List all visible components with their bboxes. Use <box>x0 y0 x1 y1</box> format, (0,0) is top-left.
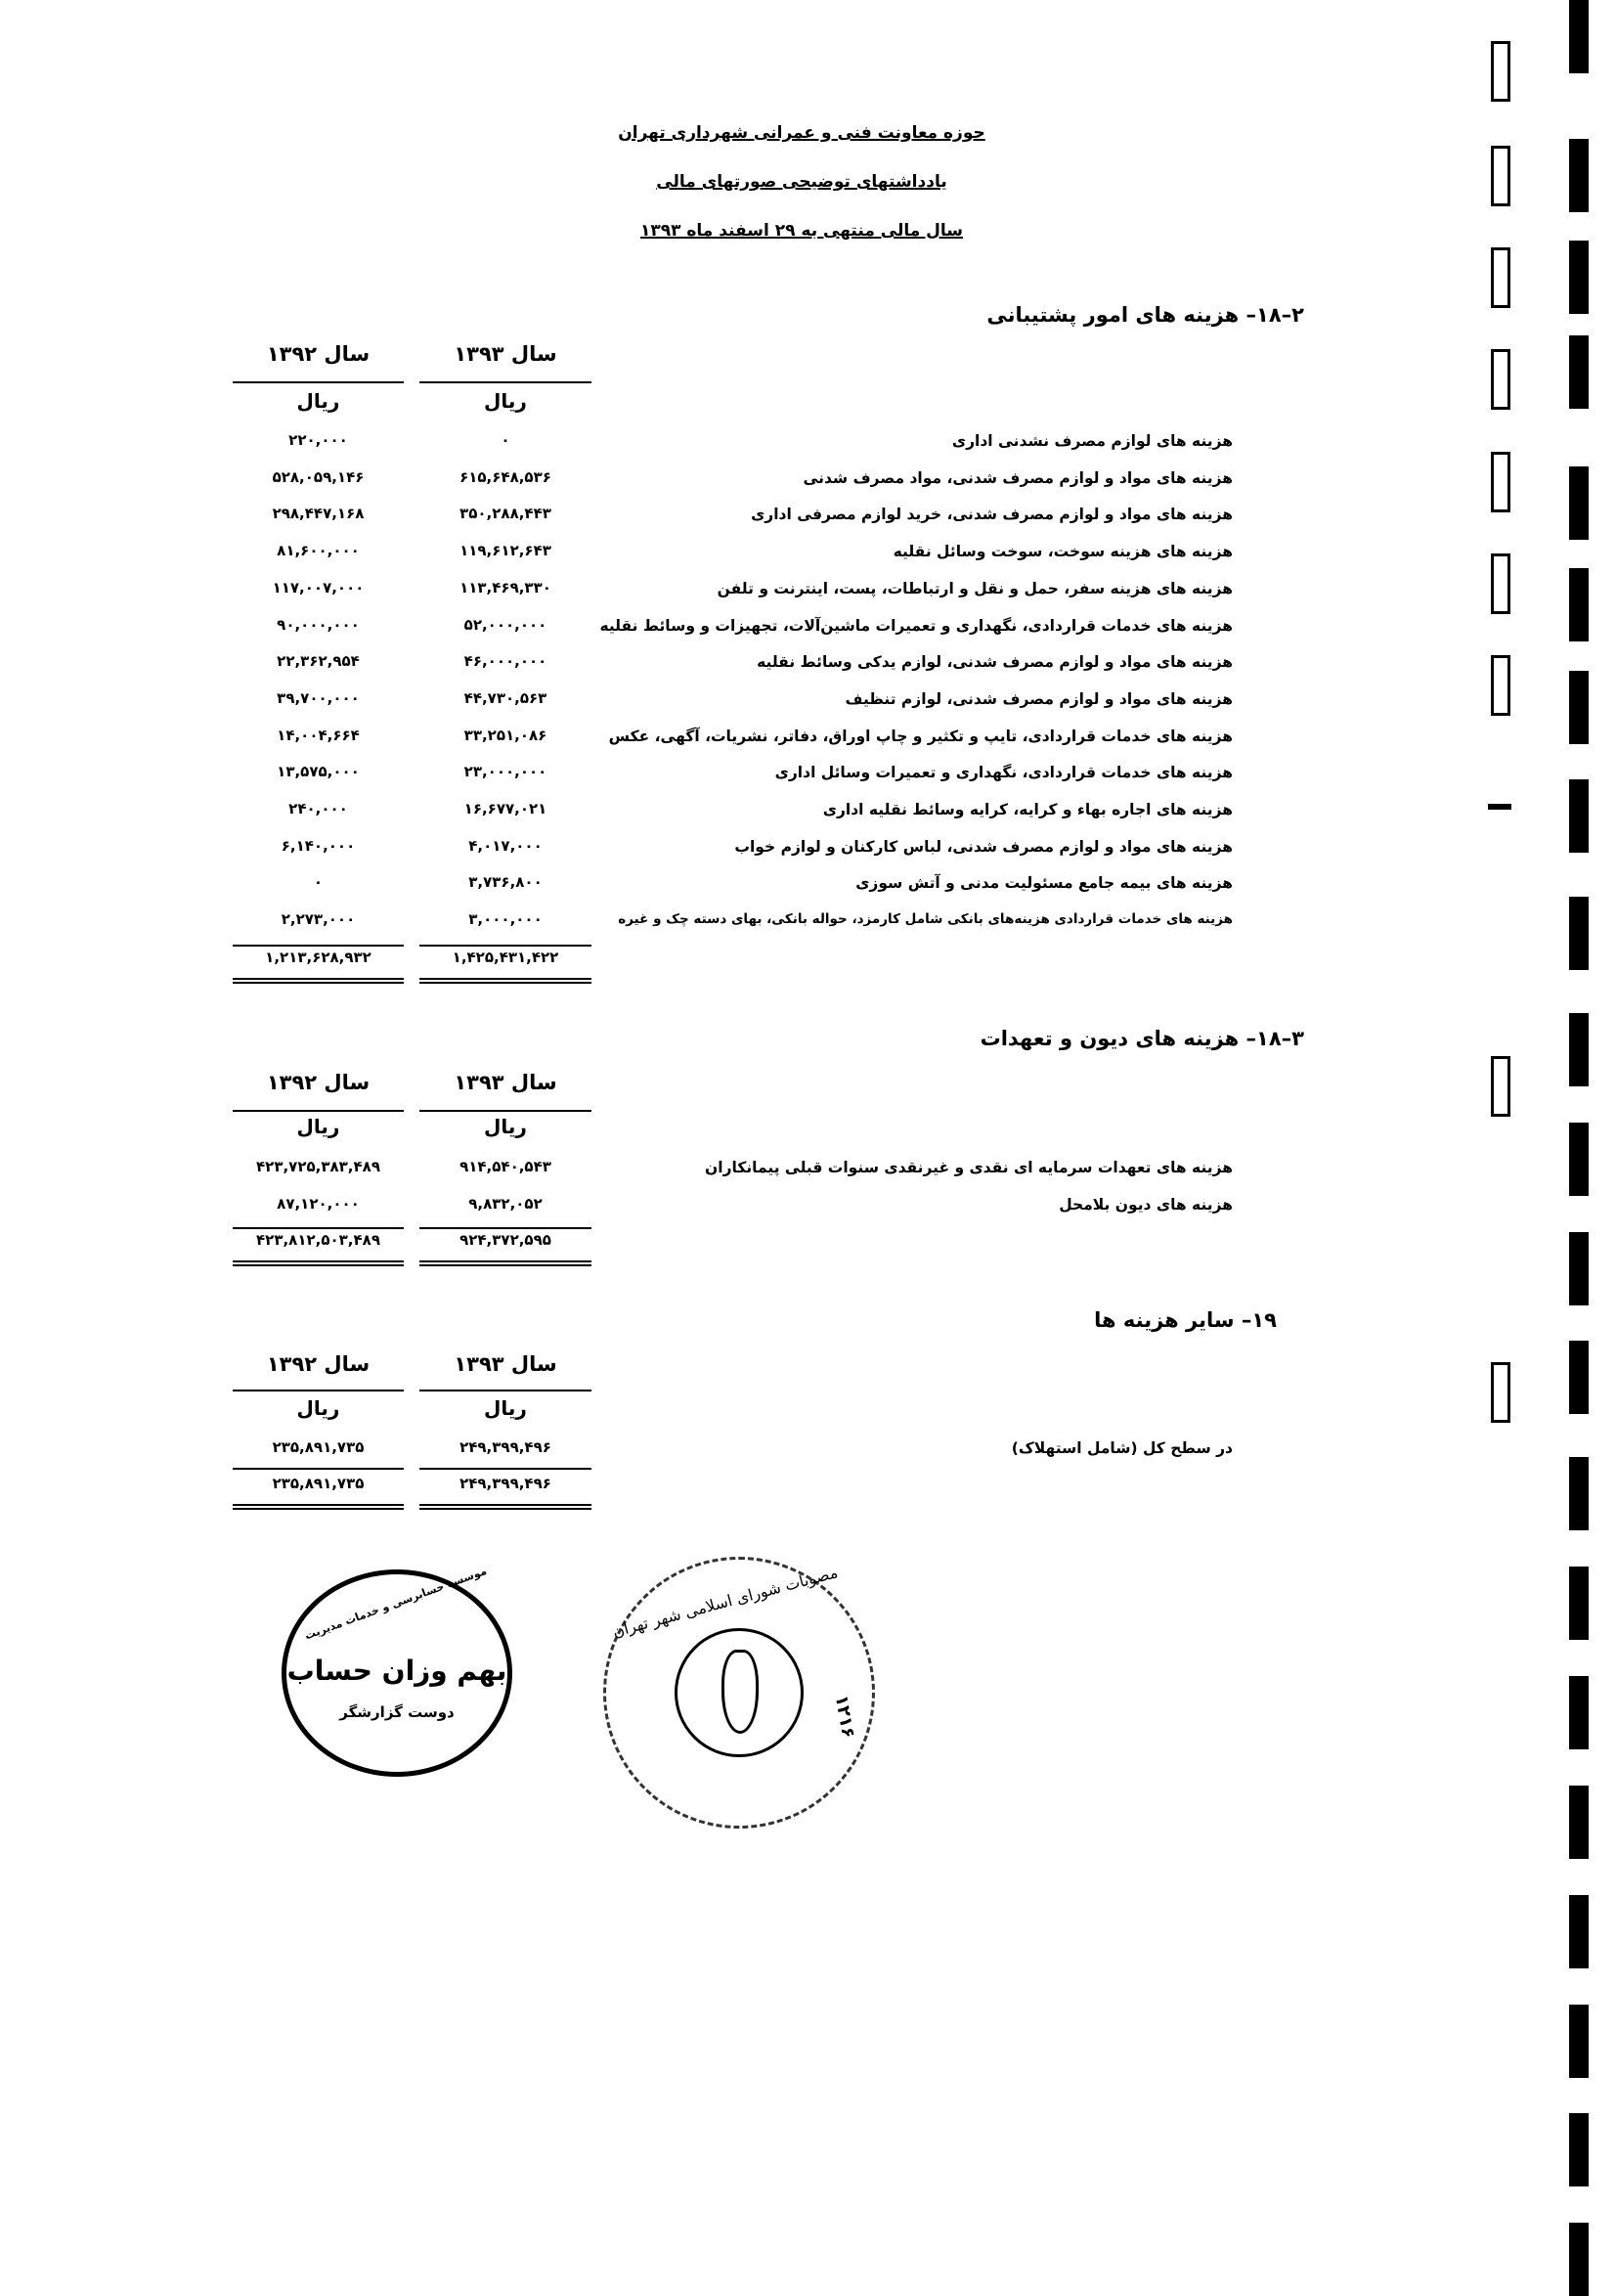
row-value-1393: ۳,۷۳۶,۸۰۰ <box>468 873 543 891</box>
council-stamp-ring-text: مصوبات شورای اسلامی شهر تهران <box>610 1563 840 1641</box>
unit-label-1393: ریال <box>484 1115 527 1138</box>
row-value-1393: ۳۵۰,۲۸۸,۴۴۳ <box>459 505 551 522</box>
unit-label-1393: ریال <box>484 1396 527 1420</box>
row-value-1392: ۸۷,۱۲۰,۰۰۰ <box>277 1195 360 1213</box>
row-value-1393: ۲۴۹,۳۹۹,۴۹۶ <box>459 1438 551 1456</box>
column-header-1392: سال ۱۳۹۲ <box>266 1071 371 1094</box>
binding-mark-icon <box>1488 804 1511 810</box>
row-value-1392: ۳۹,۷۰۰,۰۰۰ <box>277 689 360 707</box>
row-value-1392: ۸۱,۶۰۰,۰۰۰ <box>277 542 360 559</box>
row-label: در سطح کل (شامل استهلاک) <box>1011 1439 1233 1457</box>
binding-hole-icon <box>1491 247 1510 308</box>
binding-hole-icon <box>1491 41 1510 102</box>
unit-label-1392: ریال <box>296 1396 340 1420</box>
row-label: هزینه های بیمه جامع مسئولیت مدنی و آتش سوزی <box>855 874 1233 892</box>
row-value-1392: ۱۱۷,۰۰۷,۰۰۰ <box>272 579 365 596</box>
unit-label-1392: ریال <box>296 1115 340 1138</box>
binding-hole-icon <box>1491 452 1510 512</box>
row-value-1393: ۵۲,۰۰۰,۰۰۰ <box>463 616 547 634</box>
header-rule <box>419 1390 591 1391</box>
total-1393: ۲۴۹,۳۹۹,۴۹۶ <box>459 1475 551 1492</box>
binding-bar-icon <box>1569 1457 1589 1530</box>
auditor-stamp-sub: دوست گزارشگر <box>339 1703 455 1721</box>
row-label: هزینه های دیون بلامحل <box>1059 1196 1233 1214</box>
row-value-1392: ۶,۱۴۰,۰۰۰ <box>281 837 356 855</box>
total-rule <box>419 945 591 947</box>
total-rule <box>419 1468 591 1470</box>
binding-hole-icon <box>1491 1056 1510 1117</box>
total-1392: ۱,۲۱۳,۶۲۸,۹۳۲ <box>265 949 371 966</box>
auditor-stamp <box>282 1564 512 1777</box>
row-value-1393: ۳,۰۰۰,۰۰۰ <box>468 910 543 928</box>
row-label: هزینه های لوازم مصرف نشدنی اداری <box>951 432 1233 450</box>
row-value-1392: ۰ <box>313 873 324 891</box>
row-label: هزینه های مواد و لوازم مصرف شدنی، لوازم تنظیف <box>845 690 1233 708</box>
binding-bar-icon <box>1569 1341 1589 1414</box>
total-1393: ۱,۴۲۵,۴۳۱,۴۲۲ <box>452 949 559 966</box>
council-stamp-number: ۱۲۱۶ <box>830 1694 859 1740</box>
double-underline <box>419 1504 591 1510</box>
header-rule <box>233 1110 404 1112</box>
double-underline <box>419 1260 591 1266</box>
section-heading: ۱۹– سایر هزینه ها <box>1094 1308 1277 1332</box>
total-1392: ۲۳۵,۸۹۱,۷۳۵ <box>272 1475 365 1492</box>
binding-bar-icon <box>1569 1786 1589 1859</box>
total-1392: ۴۲۳,۸۱۲,۵۰۳,۴۸۹ <box>256 1231 380 1249</box>
row-value-1392: ۲۴۰,۰۰۰ <box>288 800 348 817</box>
row-value-1393: ۳۳,۲۵۱,۰۸۶ <box>463 727 547 744</box>
header-rule <box>419 1110 591 1112</box>
row-label: هزینه های مواد و لوازم مصرف شدنی، مواد مصرف شدنی <box>803 469 1233 487</box>
row-value-1392: ۲۳۵,۸۹۱,۷۳۵ <box>272 1438 365 1456</box>
double-underline <box>233 1504 404 1510</box>
binding-hole-icon <box>1491 1362 1510 1423</box>
row-value-1392: ۱۳,۵۷۵,۰۰۰ <box>277 763 360 780</box>
row-value-1393: ۶۱۵,۶۴۸,۵۳۶ <box>459 468 551 486</box>
unit-label-1392: ریال <box>296 389 340 413</box>
total-rule <box>419 1227 591 1229</box>
row-label: هزینه های هزینه سوخت، سوخت وسائل نقلیه <box>893 543 1233 560</box>
doc-title: یادداشتهای توضیحی صورتهای مالی <box>656 172 947 192</box>
header-rule <box>419 381 591 383</box>
row-value-1392: ۲۹۸,۴۴۷,۱۶۸ <box>272 505 365 522</box>
binding-bar-icon <box>1569 1567 1589 1640</box>
column-header-1392: سال ۱۳۹۲ <box>266 342 371 366</box>
row-value-1393: ۴۶,۰۰۰,۰۰۰ <box>463 652 547 670</box>
auditor-stamp-name: بهم وزان حساب <box>286 1655 507 1687</box>
row-value-1393: ۱۱۹,۶۱۲,۶۴۳ <box>459 542 551 559</box>
row-value-1392: ۹۰,۰۰۰,۰۰۰ <box>277 616 360 634</box>
column-header-1393: سال ۱۳۹۳ <box>454 342 557 366</box>
binding-hole-icon <box>1491 553 1510 614</box>
row-value-1393: ۱۶,۶۷۷,۰۲۱ <box>463 800 547 817</box>
council-stamp <box>603 1557 875 1829</box>
row-value-1393: ۴,۰۱۷,۰۰۰ <box>468 837 543 855</box>
row-value-1392: ۵۲۸,۰۵۹,۱۴۶ <box>272 468 365 486</box>
header-rule <box>233 381 404 383</box>
row-value-1392: ۱۴,۰۰۴,۶۶۴ <box>277 727 360 744</box>
row-value-1393: ۹۱۴,۵۴۰,۵۴۳ <box>459 1158 551 1175</box>
total-1393: ۹۲۴,۳۷۲,۵۹۵ <box>459 1231 551 1249</box>
row-label: هزینه های مواد و لوازم مصرف شدنی، لباس کارکنان و لوازم خواب <box>734 838 1233 856</box>
total-rule <box>233 1227 404 1229</box>
row-value-1393: ۱۱۳,۴۶۹,۳۳۰ <box>459 579 551 596</box>
binding-bar-icon <box>1569 466 1589 540</box>
binding-bar-icon <box>1569 1232 1589 1305</box>
row-value-1393: ۴۴,۷۳۰,۵۶۳ <box>463 689 547 707</box>
binding-bar-icon <box>1569 335 1589 409</box>
row-value-1393: ۲۳,۰۰۰,۰۰۰ <box>463 763 547 780</box>
row-label: هزینه های هزینه سفر، حمل و نقل و ارتباطات، پست، اینترنت و تلفن <box>717 580 1233 597</box>
binding-bar-icon <box>1569 568 1589 641</box>
binding-bar-icon <box>1569 1123 1589 1196</box>
auditor-stamp-ring-text: موسسه حسابرسی و خدمات مدیریت <box>303 1564 489 1643</box>
row-label: هزینه های اجاره بهاء و کرایه، کرایه وسائط نقلیه اداری <box>822 801 1233 818</box>
double-underline <box>419 978 591 984</box>
row-value-1392: ۲۲۰,۰۰۰ <box>288 431 348 449</box>
org-title: حوزه معاونت فنی و عمرانی شهرداری تهران <box>618 123 985 143</box>
binding-bar-icon <box>1569 2113 1589 2186</box>
binding-hole-icon <box>1491 349 1510 410</box>
binding-bar-icon <box>1569 671 1589 744</box>
binding-bar-icon <box>1569 2005 1589 2078</box>
binding-bar-icon <box>1569 779 1589 853</box>
binding-bar-icon <box>1569 1013 1589 1086</box>
row-value-1392: ۲۲,۳۶۲,۹۵۴ <box>277 652 360 670</box>
row-label: هزینه های خدمات قراردادی، نگهداری و تعمیرات ماشین‌آلات، تجهیزات و وسائط نقلیه <box>599 617 1233 635</box>
council-emblem-icon <box>721 1650 759 1734</box>
binding-bar-icon <box>1569 1676 1589 1749</box>
column-header-1392: سال ۱۳۹۲ <box>266 1352 371 1376</box>
binding-bar-icon <box>1569 241 1589 314</box>
binding-hole-icon <box>1491 146 1510 206</box>
binding-hole-icon <box>1491 655 1510 716</box>
binding-bar-icon <box>1569 1895 1589 1968</box>
row-label: هزینه های خدمات قراردادی، تایپ و تکثیر و چاپ اوراق، دفاتر، نشریات، آگهی، عکس <box>608 728 1233 745</box>
double-underline <box>233 1260 404 1266</box>
binding-bar-icon <box>1569 897 1589 970</box>
row-label: هزینه های خدمات قراردادی، نگهداری و تعمیرات وسائل اداری <box>774 764 1233 781</box>
row-label: هزینه های خدمات قراردادی هزینه‌های بانکی شامل کارمزد، حواله بانکی، بهای دسته چک و غیره <box>618 911 1233 927</box>
section-heading: ۳–۱۸– هزینه های دیون و تعهدات <box>980 1027 1304 1050</box>
total-rule <box>233 1468 404 1470</box>
section-heading: ۲–۱۸– هزینه های امور پشتیبانی <box>986 303 1304 327</box>
row-value-1392: ۲,۲۷۳,۰۰۰ <box>281 910 356 928</box>
total-rule <box>233 945 404 947</box>
unit-label-1393: ریال <box>484 389 527 413</box>
row-label: هزینه های تعهدات سرمایه ای نقدی و غیرنقدی سنوات قبلی پیمانکاران <box>705 1159 1233 1176</box>
header-rule <box>233 1390 404 1391</box>
row-value-1393: ۰ <box>501 431 510 449</box>
row-label: هزینه های مواد و لوازم مصرف شدنی، خرید لوازم مصرفی اداری <box>751 506 1233 523</box>
binding-bar-icon <box>1569 139 1589 212</box>
row-value-1392: ۴۲۳,۷۲۵,۳۸۳,۴۸۹ <box>256 1158 380 1175</box>
column-header-1393: سال ۱۳۹۳ <box>454 1071 557 1094</box>
row-label: هزینه های مواد و لوازم مصرف شدنی، لوازم یدکی وسائط نقلیه <box>757 653 1233 671</box>
column-header-1393: سال ۱۳۹۳ <box>454 1352 557 1376</box>
binding-bar-icon <box>1569 0 1589 73</box>
period-title: سال مالی منتهی به ۲۹ اسفند ماه ۱۳۹۳ <box>639 221 964 241</box>
row-value-1393: ۹,۸۳۲,۰۵۲ <box>468 1195 543 1213</box>
double-underline <box>233 978 404 984</box>
